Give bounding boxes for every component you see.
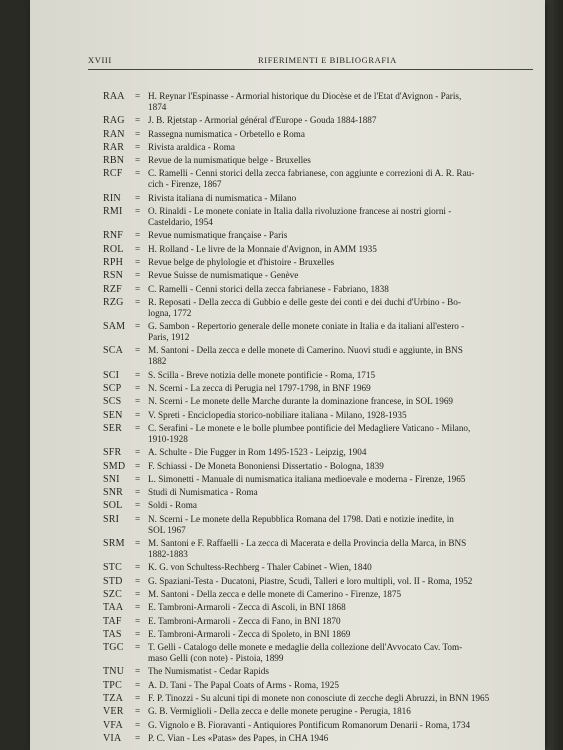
entry-text-line: M. Santoni - Della zecca e delle monete di Camerino. Nuovi studi e aggiunte, in BNS — [148, 345, 463, 356]
bibliography-entry — [30, 193, 545, 204]
equals-sign: = — [135, 345, 141, 356]
entry-abbreviation: SCS — [103, 396, 122, 408]
entry-reference — [148, 616, 533, 627]
entry-abbreviation: ROL — [103, 243, 124, 255]
entry-reference — [148, 410, 533, 421]
bibliography-entry — [30, 616, 545, 627]
equals-sign: = — [135, 666, 141, 677]
entry-abbreviation: RSN — [103, 270, 124, 282]
equals-sign: = — [135, 383, 141, 394]
equals-sign: = — [135, 296, 141, 307]
entry-abbreviation: RNF — [103, 230, 124, 242]
entry-reference — [148, 487, 533, 498]
bibliography-entry — [30, 345, 545, 367]
entry-reference — [148, 370, 533, 381]
entry-reference — [148, 629, 533, 640]
bibliography-entry — [30, 602, 545, 613]
equals-sign: = — [135, 243, 141, 254]
equals-sign: = — [135, 615, 141, 626]
entry-text-line: A. D. Tani - The Papal Coats of Arms - Roma, 1925 — [148, 679, 339, 690]
entry-abbreviation: TPC — [103, 679, 122, 691]
entry-continuation-line: cich - Firenze, 1867 — [148, 179, 222, 190]
entry-abbreviation: SZC — [103, 588, 122, 600]
entry-abbreviation: RPH — [103, 256, 124, 268]
equals-sign: = — [135, 91, 141, 101]
entry-abbreviation: RAA — [103, 91, 125, 102]
entry-text-line: E. Tambroni-Armaroli - Zecca di Fano, in BNI 1870 — [148, 615, 341, 626]
entry-reference — [148, 602, 533, 613]
equals-sign: = — [135, 562, 141, 573]
entry-text-line: P. C. Vian - Les «Patas» des Papes, in CHA 1946 — [148, 732, 329, 743]
entry-abbreviation: SEN — [103, 409, 123, 421]
equals-sign: = — [135, 369, 141, 380]
entry-text-line: Rivista italiana di numismatica - Milano — [148, 192, 297, 203]
entry-text-line: N. Scerni - La zecca di Perugia nel 1797-1798, in BNF 1969 — [148, 383, 371, 394]
bibliography-entry — [30, 155, 545, 166]
entry-abbreviation: SCI — [103, 369, 120, 381]
entry-reference — [148, 447, 533, 458]
entry-text-line: Revue numismatique française - Paris — [148, 230, 288, 241]
entry-abbreviation: RCF — [103, 168, 123, 180]
entry-abbreviation: RAN — [103, 128, 125, 140]
entry-text-line: Rassegna numismatica - Orbetello e Roma — [148, 128, 305, 139]
page-number: XVIII — [88, 55, 112, 65]
equals-sign: = — [135, 321, 141, 332]
equals-sign: = — [135, 270, 141, 281]
entry-abbreviation: SFR — [103, 447, 122, 459]
page-title: RIFERIMENTI E BIBLIOGRAFIA — [258, 55, 397, 65]
entry-abbreviation: RMI — [103, 206, 123, 218]
entry-reference — [148, 538, 533, 560]
entry-continuation-line: Paris, 1912 — [148, 332, 190, 343]
book-spine-edge — [545, 0, 563, 750]
entry-abbreviation: SRM — [103, 538, 125, 550]
entry-reference — [148, 562, 533, 573]
bibliography-entry — [30, 733, 545, 744]
entry-continuation-line: SOL 1967 — [148, 524, 186, 535]
entry-abbreviation: SAM — [103, 321, 126, 333]
entry-reference — [148, 193, 533, 204]
entry-reference — [148, 642, 533, 664]
entry-text-line: E. Tambroni-Armaroli - Zecca di Spoleto, in BNI 1869 — [148, 628, 351, 639]
entry-reference — [148, 514, 533, 536]
bibliography-entry — [30, 129, 545, 140]
equals-sign: = — [135, 628, 141, 639]
bibliography-entry — [30, 693, 545, 704]
header-rule — [88, 69, 533, 70]
entry-abbreviation: VIA — [103, 732, 122, 744]
equals-sign: = — [135, 706, 141, 717]
entry-text-line: J. B. Rjetstap - Armorial général d'Europe - Gouda 1884-1887 — [148, 115, 377, 126]
equals-sign: = — [135, 732, 141, 743]
entry-text-line: H. Reynar l'Espinasse - Armorial historique du Diocèse et de l'Etat d'Avignon - Paris, — [148, 91, 462, 101]
equals-sign: = — [135, 168, 141, 179]
entry-text-line: F. Schiassi - De Moneta Bononiensi Dissertatio - Bologna, 1839 — [148, 460, 384, 471]
bibliography-entry — [30, 500, 545, 511]
entry-text-line: V. Spreti - Enciclopedia storico-nobiliare italiana - Milano, 1928-1935 — [148, 409, 407, 420]
entry-text-line: M. Santoni - Della zecca e delle monete di Camerino - Firenze, 1875 — [148, 588, 402, 599]
entry-text-line: Revue de la numismatique belge - Bruxelles — [148, 155, 311, 166]
bibliography-entry — [30, 206, 545, 228]
entry-reference — [148, 693, 533, 704]
entry-text-line: G. Spaziani-Testa - Ducatoni, Piastre, Scudi, Talleri e loro multipli, vol. II - Roma, 1952 — [148, 575, 473, 586]
entry-reference — [148, 589, 533, 600]
equals-sign: = — [135, 588, 141, 599]
entry-text-line: O. Rinaldi - Le monete coniate in Italia dalla rivoluzione francese ai nostri giorni - — [148, 206, 452, 217]
entry-reference — [148, 129, 533, 140]
equals-sign: = — [135, 192, 141, 203]
entry-reference — [148, 733, 533, 744]
bibliography-entry — [30, 321, 545, 343]
entry-text-line: Studi di Numismatica - Roma — [148, 487, 258, 498]
bibliography-entry — [30, 642, 545, 664]
entry-reference — [148, 680, 533, 691]
entry-text-line: F. P. Tinozzi - Su alcuni tipi di monete non conosciute di zecche degli Abruzzi, in BNN 1965 — [148, 692, 490, 703]
bibliography-entry — [30, 461, 545, 472]
equals-sign: = — [135, 409, 141, 420]
entry-abbreviation: STD — [103, 575, 123, 587]
bibliography-entry — [30, 370, 545, 381]
entry-reference — [148, 720, 533, 731]
entry-reference — [148, 206, 533, 228]
entry-abbreviation: RZF — [103, 283, 122, 295]
entry-abbreviation: SER — [103, 422, 122, 434]
entry-text-line: G. Vignolo e B. Fioravanti - Antiquiores Pontificum Romanorum Denarii - Roma, 1734 — [148, 719, 471, 730]
entry-abbreviation: SOL — [103, 500, 123, 512]
entry-text-line: K. G. von Schultess-Rechberg - Thaler Cabinet - Wien, 1840 — [148, 562, 372, 573]
entry-text-line: A. Schulte - Die Fugger in Rom 1495-1523 - Leipzig, 1904 — [148, 447, 367, 458]
entry-reference — [148, 474, 533, 485]
entry-text-line: Revue belge de phylologie et d'histoire - Bruxelles — [148, 256, 335, 267]
entry-reference — [148, 142, 533, 153]
bibliography-entry — [30, 706, 545, 717]
bibliography-entry — [30, 244, 545, 255]
equals-sign: = — [135, 513, 141, 524]
bibliography-entry — [30, 396, 545, 407]
bibliography-entry — [30, 142, 545, 153]
entry-abbreviation: STC — [103, 562, 122, 574]
bibliography-entry — [30, 257, 545, 268]
entry-reference — [148, 576, 533, 587]
entry-abbreviation: RZG — [103, 296, 124, 308]
entry-reference — [148, 270, 533, 281]
entry-text-line: Rivista araldica - Roma — [148, 141, 235, 152]
entry-reference — [148, 257, 533, 268]
bibliography-entry — [30, 115, 545, 126]
entry-reference — [148, 168, 533, 190]
entry-text-line: Soldi - Roma — [148, 500, 198, 511]
bibliography-entry — [30, 284, 545, 295]
book-page — [30, 0, 545, 750]
bibliography-entry — [30, 487, 545, 498]
entry-continuation-line: 1910-1928 — [148, 433, 188, 444]
equals-sign: = — [135, 473, 141, 484]
entry-abbreviation: RBN — [103, 155, 125, 167]
entry-text-line: M. Santoni e F. Raffaelli - La zecca di Macerata e della Provincia della Marca, in BNS — [148, 538, 467, 549]
bibliography-entry — [30, 680, 545, 691]
entry-reference — [148, 91, 533, 113]
bibliography-entry — [30, 270, 545, 281]
bibliography-entry — [30, 297, 545, 319]
equals-sign: = — [135, 128, 141, 139]
bibliography-entry — [30, 538, 545, 560]
bibliography-entry — [30, 589, 545, 600]
entry-reference — [148, 706, 533, 717]
bibliography-list — [30, 91, 545, 746]
entry-text-line: R. Reposati - Della zecca di Gubbio e delle geste dei conti e dei duchi d'Urbino - Bo- — [148, 296, 461, 307]
equals-sign: = — [135, 642, 141, 653]
entry-reference — [148, 155, 533, 166]
entry-abbreviation: SRI — [103, 513, 120, 525]
equals-sign: = — [135, 692, 141, 703]
entry-abbreviation: VFA — [103, 719, 123, 731]
entry-reference — [148, 321, 533, 343]
equals-sign: = — [135, 256, 141, 267]
entry-continuation-line: 1882-1883 — [148, 549, 188, 560]
bibliography-entry — [30, 666, 545, 677]
entry-abbreviation: TAF — [103, 615, 122, 627]
entry-abbreviation: SCA — [103, 345, 124, 357]
entry-continuation-line: 1874 — [148, 102, 167, 112]
equals-sign: = — [135, 487, 141, 498]
bibliography-entry — [30, 447, 545, 458]
equals-sign: = — [135, 500, 141, 511]
bibliography-entry — [30, 410, 545, 421]
entry-abbreviation: TAS — [103, 628, 122, 640]
entry-text-line: The Numismatist - Cedar Rapids — [148, 666, 269, 677]
equals-sign: = — [135, 396, 141, 407]
bibliography-entry — [30, 720, 545, 731]
equals-sign: = — [135, 679, 141, 690]
entry-text-line: H. Rolland - Le livre de la Monnaie d'Avignon, in AMM 1935 — [148, 243, 377, 254]
entry-reference — [148, 461, 533, 472]
bibliography-entry — [30, 230, 545, 241]
entry-abbreviation: RAR — [103, 141, 125, 153]
equals-sign: = — [135, 460, 141, 471]
entry-text-line: C. Serafini - Le monete e le bolle plumbee pontificie del Medagliere Vaticano - Milano, — [148, 422, 471, 433]
entry-reference — [148, 396, 533, 407]
entry-abbreviation: VER — [103, 706, 124, 718]
equals-sign: = — [135, 141, 141, 152]
bibliography-entry — [30, 383, 545, 394]
bibliography-entry — [30, 629, 545, 640]
entry-continuation-line: Casteldario, 1954 — [148, 217, 213, 228]
bibliography-entry — [30, 474, 545, 485]
entry-reference — [148, 666, 533, 677]
entry-abbreviation: SMD — [103, 460, 126, 472]
equals-sign: = — [135, 155, 141, 166]
entry-reference — [148, 115, 533, 126]
equals-sign: = — [135, 447, 141, 458]
bibliography-entry — [30, 514, 545, 536]
bibliography-entry — [30, 576, 545, 587]
entry-text-line: C. Ramelli - Cenni storici della zecca fabrianese - Fabriano, 1838 — [148, 283, 389, 294]
entry-text-line: N. Scerni - Le monete della Repubblica Romana del 1798. Dati e notizie inedite, in — [148, 513, 454, 524]
entry-abbreviation: RAG — [103, 115, 125, 127]
entry-abbreviation: SCP — [103, 383, 122, 395]
entry-abbreviation: SNI — [103, 473, 120, 485]
entry-text-line: S. Scilla - Breve notizia delle monete pontificie - Roma, 1715 — [148, 369, 376, 380]
entry-text-line: L. Simonetti - Manuale di numismatica italiana medioevale e moderna - Firenze, 1965 — [148, 473, 466, 484]
entry-abbreviation: TGC — [103, 642, 124, 654]
entry-continuation-line: maso Gelli (con note) - Pistoia, 1899 — [148, 653, 284, 664]
entry-continuation-line: logna, 1772 — [148, 307, 192, 318]
bibliography-entry — [30, 562, 545, 573]
entry-reference — [148, 383, 533, 394]
equals-sign: = — [135, 115, 141, 126]
entry-text-line: T. Gelli - Catalogo delle monete e medaglie della collezione dell'Avvocato Cav. Tom- — [148, 642, 463, 653]
entry-reference — [148, 423, 533, 445]
entry-reference — [148, 244, 533, 255]
entry-text-line: E. Tambroni-Armaroli - Zecca di Ascoli, in BNI 1868 — [148, 602, 346, 613]
entry-abbreviation: RIN — [103, 192, 121, 204]
entry-text-line: C. Ramelli - Cenni storici della zecca fabrianese, con aggiunte e correzioni di A. R. Rau- — [148, 168, 475, 179]
equals-sign: = — [135, 283, 141, 294]
equals-sign: = — [135, 206, 141, 217]
entry-abbreviation: TZA — [103, 692, 124, 704]
entry-text-line: Revue Suisse de numismatique - Genève — [148, 270, 299, 281]
equals-sign: = — [135, 602, 141, 613]
bibliography-entry — [30, 423, 545, 445]
entry-abbreviation: TNU — [103, 666, 125, 678]
entry-text-line: G. Sambon - Repertorio generale delle monete coniate in Italia e da italiani all'estero - — [148, 321, 465, 332]
entry-reference — [148, 230, 533, 241]
entry-continuation-line: 1882 — [148, 356, 167, 367]
bibliography-entry — [30, 91, 545, 113]
equals-sign: = — [135, 422, 141, 433]
equals-sign: = — [135, 719, 141, 730]
equals-sign: = — [135, 575, 141, 586]
entry-reference — [148, 284, 533, 295]
entry-reference — [148, 500, 533, 511]
entry-text-line: N. Scerni - Le monete delle Marche durante la dominazione francese, in SOL 1969 — [148, 396, 454, 407]
entry-reference — [148, 297, 533, 319]
entry-abbreviation: TAA — [103, 602, 124, 614]
bibliography-entry — [30, 168, 545, 190]
entry-text-line: G. B. Vermiglioli - Della zecca e delle monete perugine - Perugia, 1816 — [148, 706, 411, 717]
entry-abbreviation: SNR — [103, 487, 124, 499]
equals-sign: = — [135, 230, 141, 241]
entry-reference — [148, 345, 533, 367]
equals-sign: = — [135, 538, 141, 549]
